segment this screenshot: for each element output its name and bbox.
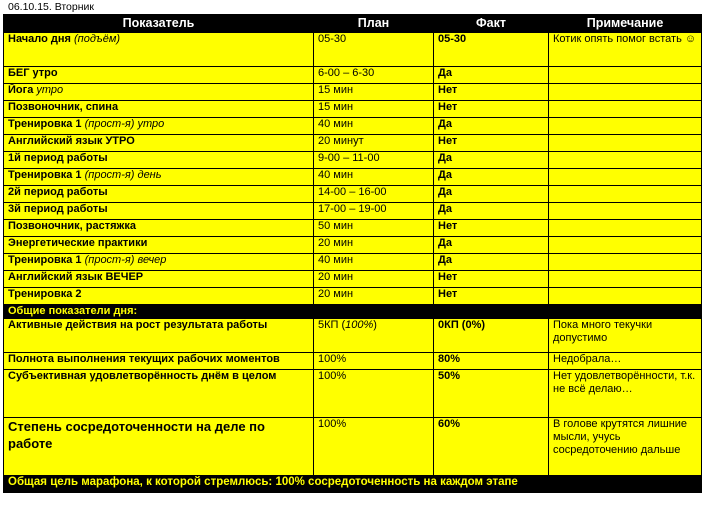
header-fact: Факт xyxy=(434,15,549,33)
note-cell: Котик опять помог встать ☺ xyxy=(549,33,702,67)
header-row xyxy=(4,15,702,33)
plan-cell: 40 мин xyxy=(314,169,434,186)
summary-row xyxy=(4,319,702,353)
indicator-qualifier: (прост-я) вечер xyxy=(84,254,167,266)
table-row xyxy=(4,135,702,152)
indicator-label: 3й период работы xyxy=(8,203,108,215)
indicator-label: Тренировка 1 xyxy=(8,254,85,266)
table-row xyxy=(4,101,702,118)
summary-note: В голове крутятся лишние мысли, учусь сосредоточению дальше xyxy=(549,418,702,476)
indicator-label: Английский язык УТРО xyxy=(8,135,135,147)
indicator-label: Тренировка 1 xyxy=(8,118,85,130)
table-row xyxy=(4,84,702,101)
summary-plan-percent: 100% xyxy=(345,319,374,331)
table-row xyxy=(4,237,702,254)
fact-cell: 05-30 xyxy=(434,33,549,67)
table-row xyxy=(4,186,702,203)
note-cell xyxy=(549,118,702,135)
note-cell xyxy=(549,101,702,118)
summary-row xyxy=(4,353,702,370)
fact-cell: Да xyxy=(434,237,549,254)
indicator-cell xyxy=(4,220,314,237)
indicator-cell xyxy=(4,101,314,118)
indicator-cell xyxy=(4,152,314,169)
marathon-goal: Общая цель марафона, к которой стремлюсь: 100% сосредоточенность на каждом этапе xyxy=(4,476,702,493)
summary-plan-end: ) xyxy=(373,319,377,331)
fact-cell: Нет xyxy=(434,135,549,152)
table-row xyxy=(4,67,702,84)
summary-plan xyxy=(314,319,434,353)
summary-plan xyxy=(314,370,434,418)
summary-plan xyxy=(314,353,434,370)
plan-cell: 20 минут xyxy=(314,135,434,152)
plan-cell: 50 мин xyxy=(314,220,434,237)
plan-cell: 14-00 – 16-00 xyxy=(314,186,434,203)
note-cell xyxy=(549,67,702,84)
fact-cell: Да xyxy=(434,169,549,186)
indicator-label: БЕГ утро xyxy=(8,67,58,79)
indicator-cell xyxy=(4,169,314,186)
note-cell xyxy=(549,254,702,271)
indicator-cell xyxy=(4,84,314,101)
indicator-label: Начало дня xyxy=(8,33,75,45)
summary-row xyxy=(4,370,702,418)
fact-cell: Нет xyxy=(434,271,549,288)
header-note: Примечание xyxy=(549,15,702,33)
indicator-cell xyxy=(4,237,314,254)
indicator-cell xyxy=(4,254,314,271)
plan-cell: 9-00 – 11-00 xyxy=(314,152,434,169)
table-row xyxy=(4,169,702,186)
fact-cell: Да xyxy=(434,203,549,220)
summary-fact: 0КП (0%) xyxy=(434,319,549,353)
indicator-cell xyxy=(4,118,314,135)
header-indicator: Показатель xyxy=(4,15,314,33)
plan-cell: 20 мин xyxy=(314,288,434,305)
summary-plan-value: 100% xyxy=(318,418,347,430)
section-title: Общие показатели дня: xyxy=(4,305,702,319)
summary-fact: 60% xyxy=(434,418,549,476)
summary-note: Нет удовлетворённости, т.к. не всё делаю… xyxy=(549,370,702,418)
indicator-cell xyxy=(4,288,314,305)
table-row xyxy=(4,254,702,271)
indicator-label: 1й период работы xyxy=(8,152,108,164)
note-cell xyxy=(549,271,702,288)
note-cell xyxy=(549,169,702,186)
fact-cell: Да xyxy=(434,254,549,271)
goal-row xyxy=(4,476,702,493)
note-cell xyxy=(549,288,702,305)
summary-indicator: Степень сосредоточенности на деле по работе xyxy=(4,418,314,476)
note-cell xyxy=(549,220,702,237)
date-line: 06.10.15. Вторник xyxy=(8,1,94,13)
fact-cell: Да xyxy=(434,67,549,84)
table-row xyxy=(4,271,702,288)
summary-indicator: Субъективная удовлетворённость днём в целом xyxy=(4,370,314,418)
indicator-cell xyxy=(4,186,314,203)
summary-plan-value: 100% xyxy=(318,353,347,365)
summary-plan-value: 5КП ( xyxy=(318,319,346,331)
plan-cell: 15 мин xyxy=(314,101,434,118)
section-row xyxy=(4,305,702,319)
indicator-label: Тренировка 1 xyxy=(8,169,85,181)
note-cell xyxy=(549,135,702,152)
summary-plan-value: 100% xyxy=(318,370,347,382)
fact-cell: Нет xyxy=(434,101,549,118)
indicator-qualifier: (прост-я) утро xyxy=(84,118,165,130)
note-cell xyxy=(549,84,702,101)
table-row xyxy=(4,33,702,67)
indicator-cell xyxy=(4,67,314,84)
indicator-label: Йога xyxy=(8,84,37,96)
note-cell xyxy=(549,186,702,203)
indicator-label: Тренировка 2 xyxy=(8,288,82,300)
table-row xyxy=(4,288,702,305)
indicator-cell xyxy=(4,135,314,152)
schedule-table xyxy=(3,14,702,493)
indicator-qualifier: (подъём) xyxy=(74,33,121,45)
fact-cell: Нет xyxy=(434,84,549,101)
summary-row xyxy=(4,418,702,476)
plan-cell: 40 мин xyxy=(314,254,434,271)
note-cell xyxy=(549,203,702,220)
fact-cell: Да xyxy=(434,118,549,135)
summary-plan xyxy=(314,418,434,476)
table-row xyxy=(4,220,702,237)
table-row xyxy=(4,118,702,135)
summary-fact: 80% xyxy=(434,353,549,370)
header-plan: План xyxy=(314,15,434,33)
fact-cell: Нет xyxy=(434,288,549,305)
plan-cell: 40 мин xyxy=(314,118,434,135)
indicator-qualifier: (прост-я) день xyxy=(84,169,162,181)
fact-cell: Нет xyxy=(434,220,549,237)
indicator-cell xyxy=(4,33,314,67)
indicator-label: Позвоночник, спина xyxy=(8,101,119,113)
note-cell xyxy=(549,152,702,169)
indicator-label: Позвоночник, растяжка xyxy=(8,220,136,232)
fact-cell: Да xyxy=(434,152,549,169)
table-row xyxy=(4,152,702,169)
indicator-label: Английский язык ВЕЧЕР xyxy=(8,271,144,283)
indicator-cell xyxy=(4,271,314,288)
indicator-label: 2й период работы xyxy=(8,186,108,198)
fact-cell: Да xyxy=(434,186,549,203)
summary-indicator: Активные действия на рост результата работы xyxy=(4,319,314,353)
plan-cell: 6-00 – 6-30 xyxy=(314,67,434,84)
indicator-cell xyxy=(4,203,314,220)
summary-fact: 50% xyxy=(434,370,549,418)
plan-cell: 05-30 xyxy=(314,33,434,67)
note-cell xyxy=(549,237,702,254)
indicator-label: Энергетические практики xyxy=(8,237,148,249)
summary-indicator: Полнота выполнения текущих рабочих моментов xyxy=(4,353,314,370)
plan-cell: 15 мин xyxy=(314,84,434,101)
indicator-qualifier: утро xyxy=(36,84,64,96)
summary-note: Пока много текучки допустимо xyxy=(549,319,702,353)
plan-cell: 20 мин xyxy=(314,237,434,254)
table-row xyxy=(4,203,702,220)
summary-note: Недобрала… xyxy=(549,353,702,370)
plan-cell: 17-00 – 19-00 xyxy=(314,203,434,220)
plan-cell: 20 мин xyxy=(314,271,434,288)
